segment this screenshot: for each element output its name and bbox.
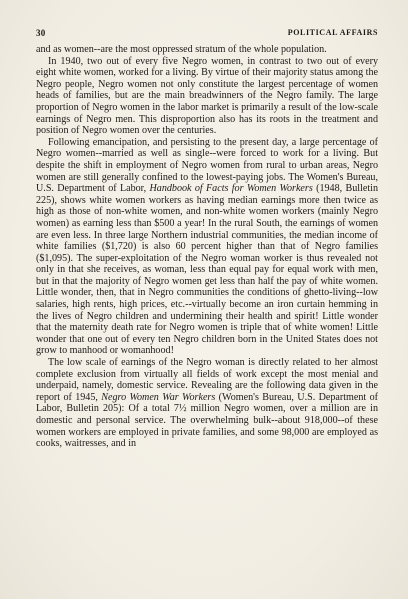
- body-text: [36, 44, 378, 596]
- paragraph-text: In 1940, two out of every five Negro women, in contrast to two out of every eight white women, worked for a living. By virtue of their majority status among the Negro people, Negro women not only constitute the largest percentage of women heads of families, but are the main breadwinners of the Negro family. The large proportion of Negro women in the labor market is primarily a result of the low-scale earnings of Negro men. This disproportion also has its roots in the treatment and position of Negro women over the centuries.: [36, 55, 378, 137]
- running-head: [36, 28, 378, 42]
- paragraph-text-after: (1948, Bulletin 225), shows white women workers as having median earnings more then twice as high as those of non-white women, and non-white women workers (mainly Negro women) as earning less than $500 a year! In the rural South, the earnings of women are even less. In three large Northern industrial communities, the median income of white families ($1,720) is also 60 percent higher than that of Negro families ($1,095). The super-exploitation of the Negro woman worker is thus revealed not only in that she receives, as woman, less than equal pay for equal work with men, but in that the majority of Negro women get less than half the pay of white women. Little wonder, then, that in Negro communities the conditions of ghetto-living--low salaries, high rents, high prices, etc.--virtually become an iron curtain hemming in the lives of Negro children and undermining their health and spirit! Little wonder that the maternity death rate for Negro women is triple that of white women! Little wonder that one out of every ten Negro children born in the United States does not grow to manhood or womanhood!: [36, 183, 378, 357]
- paragraph-continued: [36, 44, 378, 56]
- paragraph-text: and as women--are the most oppressed stratum of the whole population.: [36, 44, 327, 55]
- publication-title: Negro Women War Workers: [101, 391, 216, 403]
- paragraph-text-before: The low scale of earnings of the Negro woman is directly related to her almost complete exclusion from virtually all fields of work except the most menial and underpaid, namely, domestic service. Revealing are the following data given in the report of 1945,: [36, 357, 378, 403]
- paragraph-text-after: (Women's Bureau, U.S. Department of Labor, Bulletin 205): Of a total 7½ million Negro women, over a million are in domestic and personal service. The overwhelming bulk--about 918,000--of these women workers are employed in private families, and some 98,000 are employed as cooks, waitresses, and in: [36, 391, 378, 450]
- page-number: 30: [36, 28, 46, 38]
- paragraph-employment-1940: [36, 56, 378, 137]
- publication-title: Handbook of Facts for Women Workers: [149, 183, 313, 195]
- paragraph-earnings-scale: [36, 357, 378, 450]
- journal-title: POLITICAL AFFAIRS: [287, 28, 378, 37]
- paragraph-text-before: Following emancipation, and persisting to the present day, a large percentage of Negro women--married as well as single--were forced to work for a living. But despite the shift in employment of Negro women from rural to urban areas, Negro women are still generally confined to the lowest-paying jobs. The Women's Bureau, U.S. Department of Labor,: [36, 136, 378, 195]
- paragraph-emancipation: [36, 137, 378, 357]
